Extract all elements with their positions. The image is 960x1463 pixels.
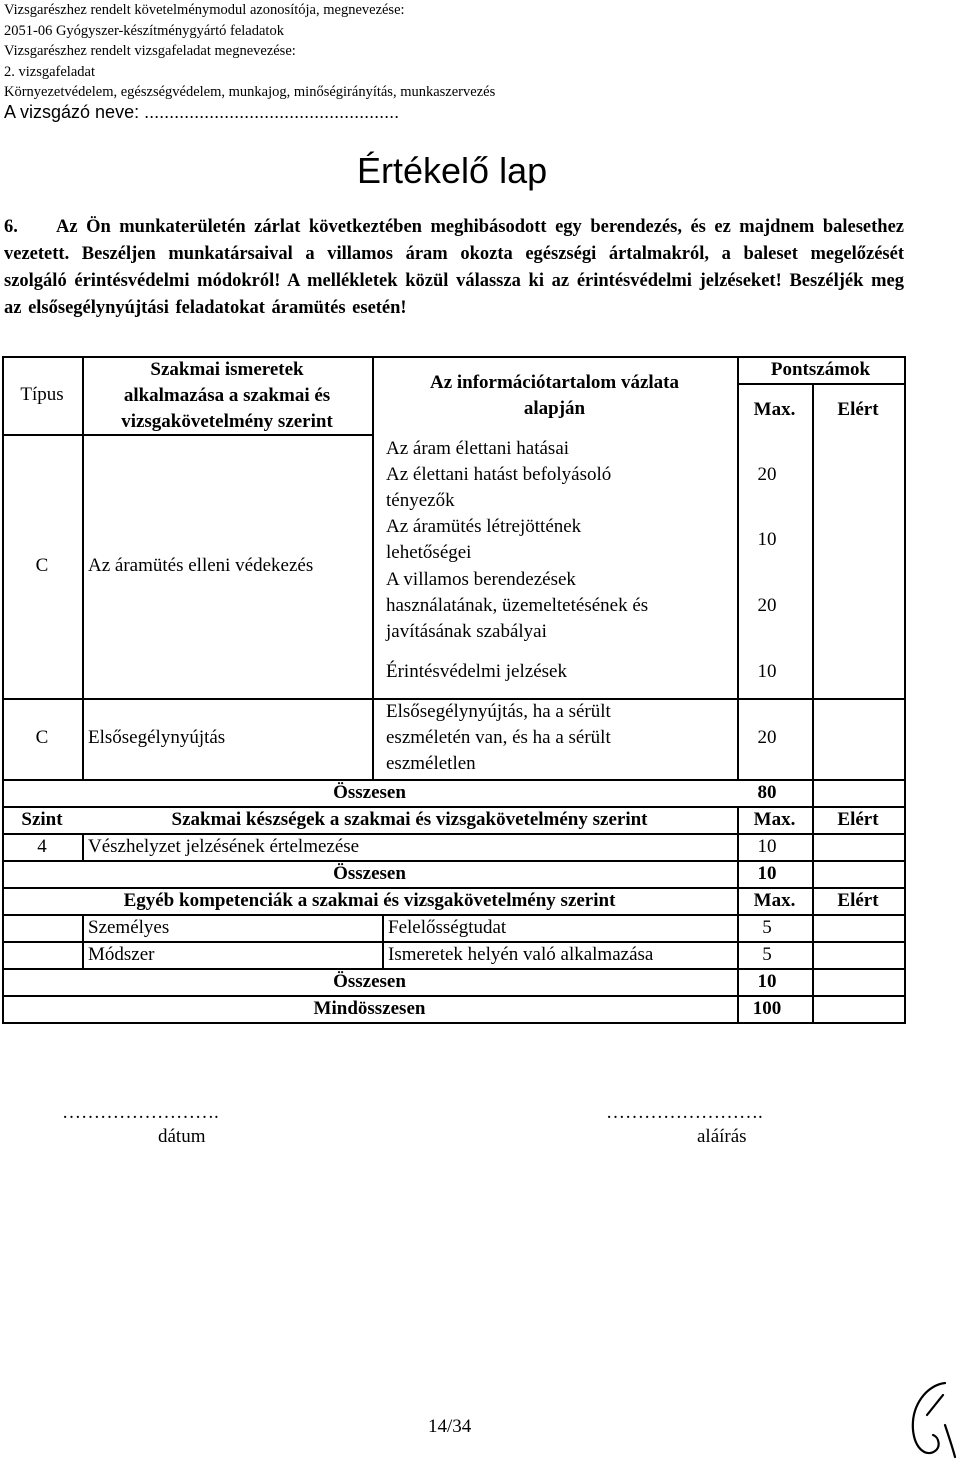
row-type: C xyxy=(35,555,49,576)
max-points: 20 xyxy=(757,595,777,616)
date-label: dátum xyxy=(158,1126,206,1147)
col-header-info: Az információtartalom vázlata xyxy=(429,372,680,393)
info-item: Elsősegélynyújtás, ha a sérült xyxy=(386,701,611,722)
max-points: 5 xyxy=(762,944,772,965)
date-line: ……………………. xyxy=(62,1102,219,1123)
max-points: 10 xyxy=(757,836,777,857)
info-item: eszméletén van, és ha a sérült xyxy=(386,727,611,748)
row-topic: Elsősegélynyújtás xyxy=(88,727,226,748)
page-title: Értékelő lap xyxy=(357,150,548,191)
achieved-header: Elért xyxy=(837,890,879,911)
max-points: 10 xyxy=(757,661,777,682)
skill-level: 4 xyxy=(37,836,47,857)
grand-total-value: 100 xyxy=(752,998,782,1019)
total-label: Összesen xyxy=(333,971,406,992)
task-number: 6. xyxy=(4,217,18,237)
col-header-knowledge: vizsgakövetelmény szerint xyxy=(121,411,333,432)
max-points: 20 xyxy=(757,464,777,485)
header-line: 2. vizsgafeladat xyxy=(4,63,95,80)
max-points: 20 xyxy=(757,727,777,748)
initials-signature xyxy=(905,1375,960,1460)
level-header: Szint xyxy=(21,809,63,830)
col-header-points: Pontszámok xyxy=(770,359,871,380)
total-label: Összesen xyxy=(333,782,406,803)
col-header-max: Max. xyxy=(753,399,796,420)
col-header-type: Típus xyxy=(20,384,64,405)
total-label: Összesen xyxy=(333,863,406,884)
competency-name: Felelősségtudat xyxy=(388,917,507,938)
max-header: Max. xyxy=(753,890,796,911)
total-value: 10 xyxy=(757,971,777,992)
col-header-achieved: Elért xyxy=(837,399,879,420)
header-line: 2051-06 Gyógyszer-készítménygyártó feladatok xyxy=(4,22,284,39)
examinee-name-field: A vizsgázó neve: ................................................... xyxy=(4,102,400,122)
row-topic: Az áramütés elleni védekezés xyxy=(88,555,314,576)
achieved-header: Elért xyxy=(837,809,879,830)
row-type: C xyxy=(35,727,49,748)
max-header: Max. xyxy=(753,809,796,830)
max-points: 5 xyxy=(762,917,772,938)
signature-label: aláírás xyxy=(697,1126,747,1147)
info-item: Az élettani hatást befolyásoló xyxy=(386,464,612,485)
header-line: Vizsgarészhez rendelt vizsgafeladat megnevezése: xyxy=(4,43,296,60)
info-item: javításának szabályai xyxy=(386,621,547,642)
col-header-knowledge: Szakmai ismeretek xyxy=(150,359,304,380)
col-header-knowledge: alkalmazása a szakmai és xyxy=(123,385,331,406)
skills-header: Szakmai készségek a szakmai és vizsgakövetelmény szerint xyxy=(171,809,648,830)
grand-total-label: Mindösszesen xyxy=(313,998,426,1019)
page-number: 14/34 xyxy=(428,1416,472,1437)
task-text: Az Ön munkaterületén zárlat következtében meghibásodott egy berendezés, és ez majdnem balesethez vezetett. Beszéljen munkatársaival a villamos áram okozta egészségi ártalmakról, a baleset megelőzését szolgáló érintésvédelmi módokról! A mellékletek közül válassza ki az érintésvédelmi jelzéseket! Beszéljék meg az elsősegélynyújtási feladatokat áramütés esetén! xyxy=(4,217,904,318)
info-item: eszméletlen xyxy=(386,753,476,774)
total-value: 80 xyxy=(757,782,777,803)
col-header-info: alapján xyxy=(523,398,586,419)
header-line: Vizsgarészhez rendelt követelménymodul azonosítója, megnevezése: xyxy=(4,2,405,18)
competency-type: Módszer xyxy=(88,944,155,965)
info-item: lehetőségei xyxy=(386,542,472,563)
info-item: Az áramütés létrejöttének xyxy=(386,516,582,537)
info-item: tényezők xyxy=(386,490,455,511)
info-item: Az áram élettani hatásai xyxy=(386,438,570,459)
info-item: Érintésvédelmi jelzések xyxy=(386,661,567,682)
competencies-header: Egyéb kompetenciák a szakmai és vizsgakövetelmény szerint xyxy=(123,890,616,911)
info-item: A villamos berendezések xyxy=(386,569,576,590)
signature-line: ……………………. xyxy=(606,1102,763,1123)
competency-name: Ismeretek helyén való alkalmazása xyxy=(388,944,654,965)
info-item: használatának, üzemeltetésének és xyxy=(386,595,649,616)
skill-name: Vészhelyzet jelzésének értelmezése xyxy=(88,836,360,857)
header-line: Környezetvédelem, egészségvédelem, munkajog, minőségirányítás, munkaszervezés xyxy=(4,84,496,101)
total-value: 10 xyxy=(757,863,777,884)
max-points: 10 xyxy=(757,529,777,550)
competency-type: Személyes xyxy=(88,917,170,938)
